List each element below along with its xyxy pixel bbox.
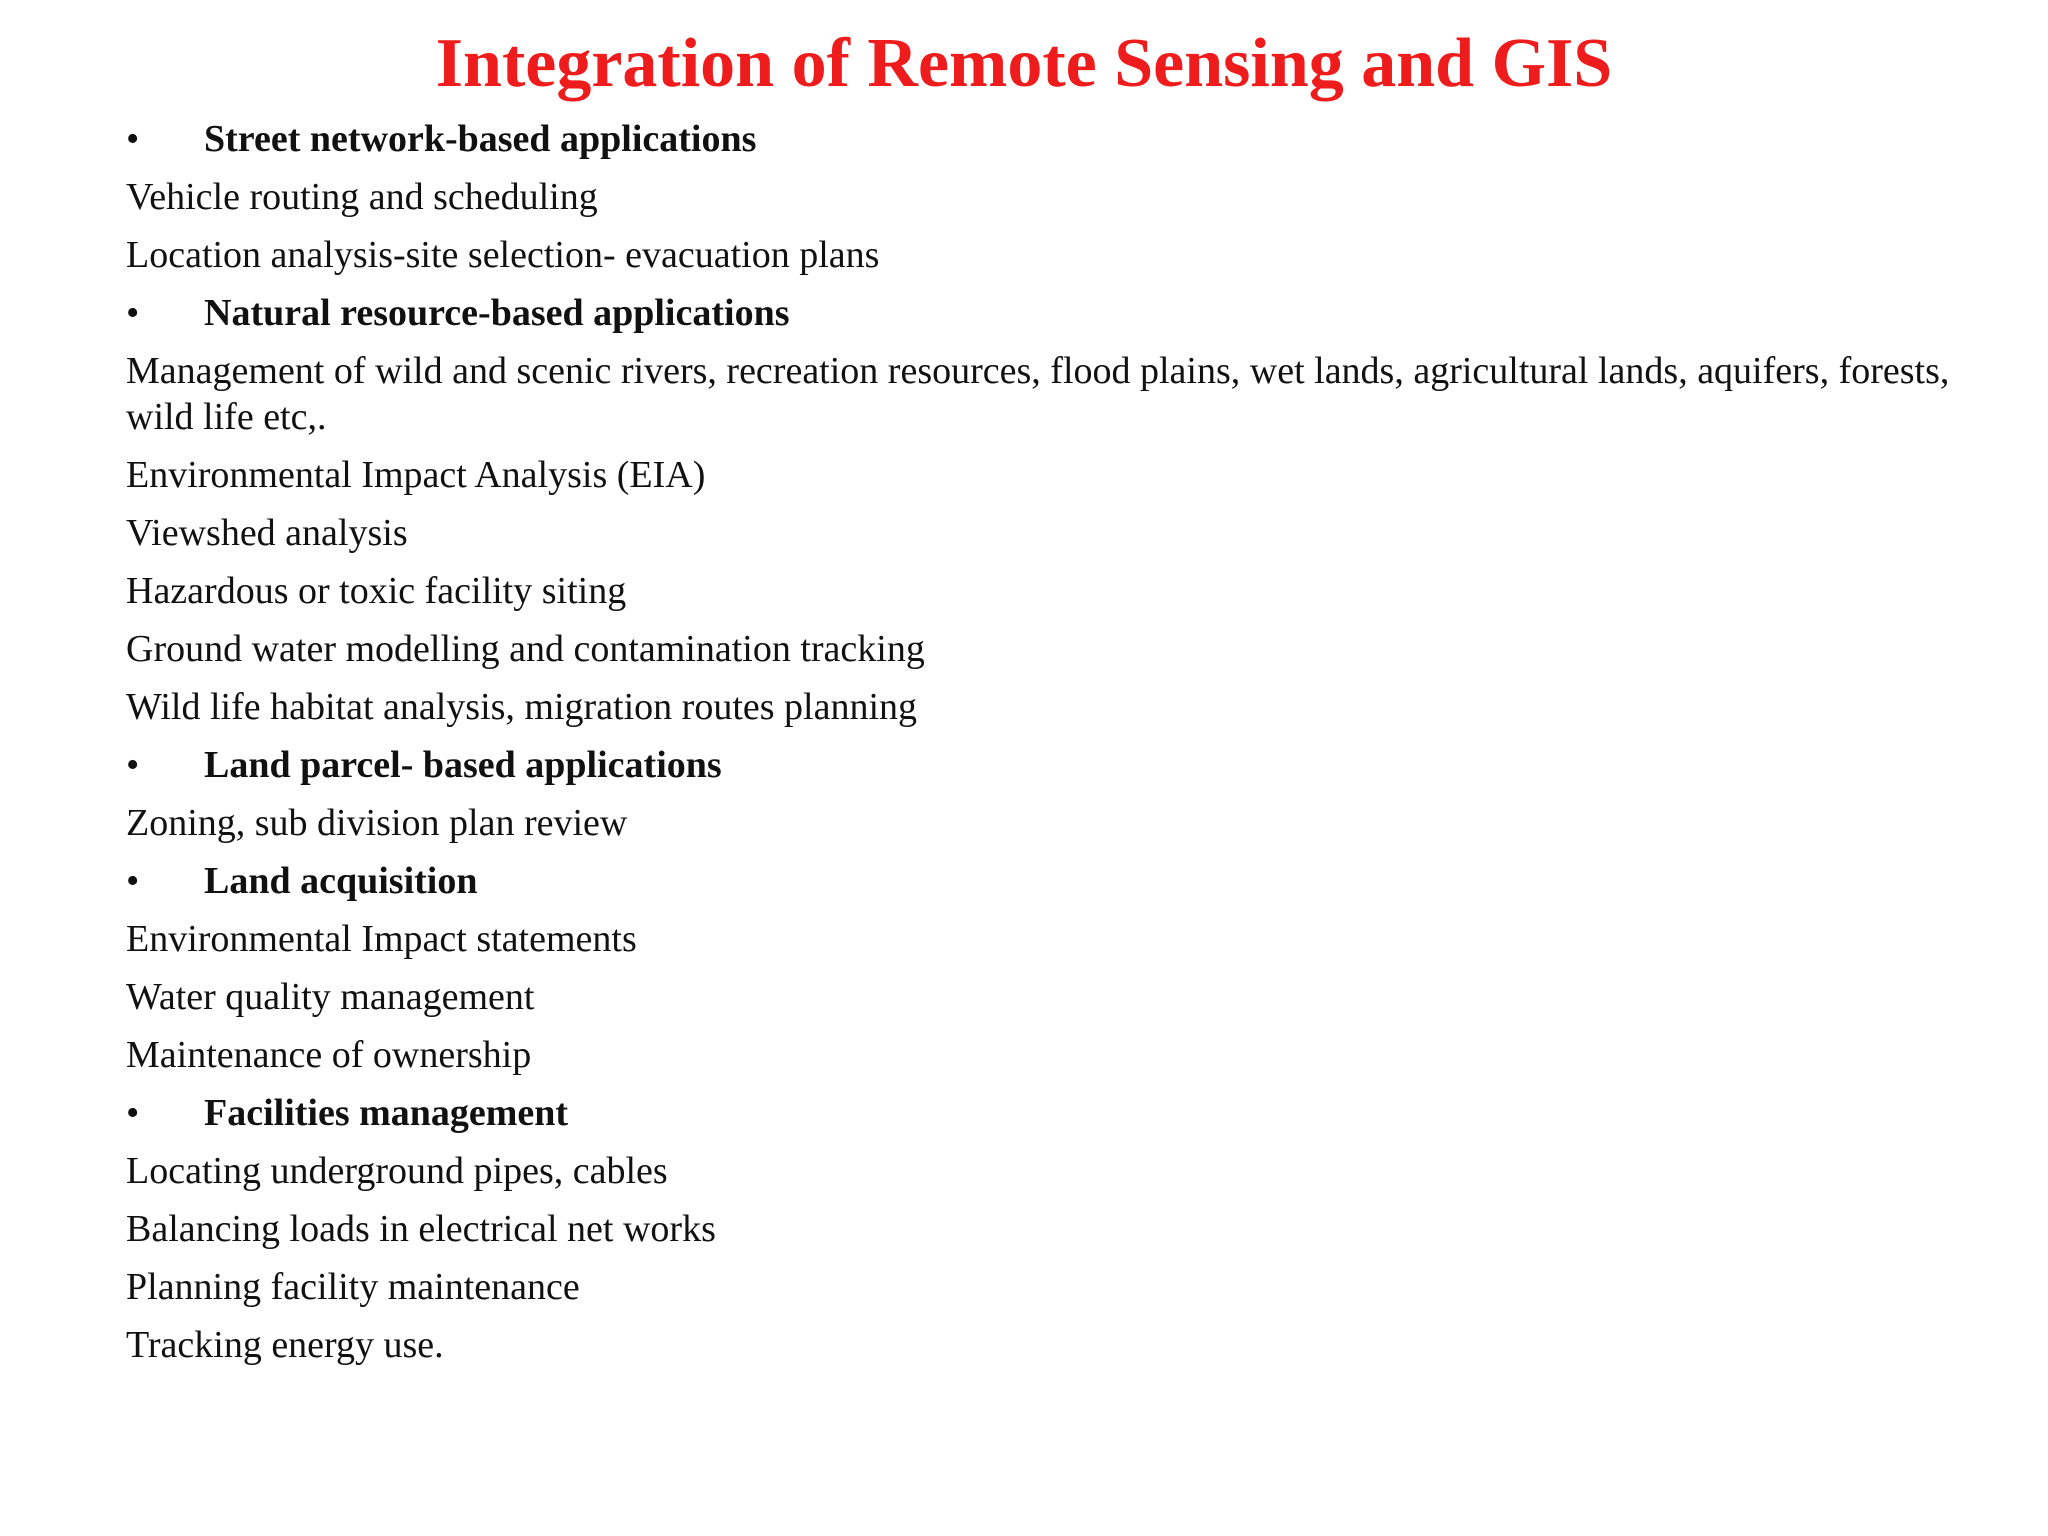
- section-heading-label: Land acquisition: [204, 860, 478, 902]
- list-item: Tracking energy use.: [126, 1324, 444, 1366]
- section-heading-label: Street network-based applications: [204, 118, 757, 160]
- section-heading-label: Facilities management: [204, 1092, 569, 1134]
- list-item: Planning facility maintenance: [126, 1266, 580, 1308]
- list-item: Vehicle routing and scheduling: [126, 176, 598, 218]
- list-item: Wild life habitat analysis, migration routes planning: [126, 686, 918, 728]
- list-item: Viewshed analysis: [126, 512, 408, 554]
- section-heading-land-acquisition: [126, 858, 1956, 916]
- bullet-icon: •: [126, 860, 140, 902]
- section-heading-land-parcel: [126, 742, 1956, 800]
- section-heading-street-network: [126, 116, 1956, 174]
- bullet-icon: •: [126, 292, 140, 334]
- list-item: Maintenance of ownership: [126, 1034, 532, 1076]
- list-item: Environmental Impact Analysis (EIA): [126, 454, 706, 496]
- bullet-icon: •: [126, 1092, 140, 1134]
- list-item: Environmental Impact statements: [126, 918, 637, 960]
- section-heading-label: Natural resource-based applications: [204, 292, 790, 334]
- list-item: Balancing loads in electrical net works: [126, 1208, 716, 1250]
- list-item: Zoning, sub division plan review: [126, 802, 628, 844]
- section-heading-label: Land parcel- based applications: [204, 744, 722, 786]
- list-item: Ground water modelling and contamination tracking: [126, 628, 925, 670]
- list-item: Location analysis-site selection- evacuation plans: [126, 234, 880, 276]
- list-item: Locating underground pipes, cables: [126, 1150, 668, 1192]
- slide-content: [126, 116, 1956, 1380]
- bullet-icon: •: [126, 744, 140, 786]
- list-item: Management of wild and scenic rivers, recreation resources, flood plains, wet lands, agricultural lands, aquifers, forests, wild life etc,.: [126, 350, 1950, 438]
- slide-title: Integration of Remote Sensing and GIS: [435, 25, 1613, 102]
- section-heading-natural-resource: [126, 290, 1956, 348]
- list-item: Hazardous or toxic facility siting: [126, 570, 627, 612]
- section-heading-facilities-management: [126, 1090, 1956, 1148]
- list-item: Water quality management: [126, 976, 535, 1018]
- bullet-icon: •: [126, 118, 140, 160]
